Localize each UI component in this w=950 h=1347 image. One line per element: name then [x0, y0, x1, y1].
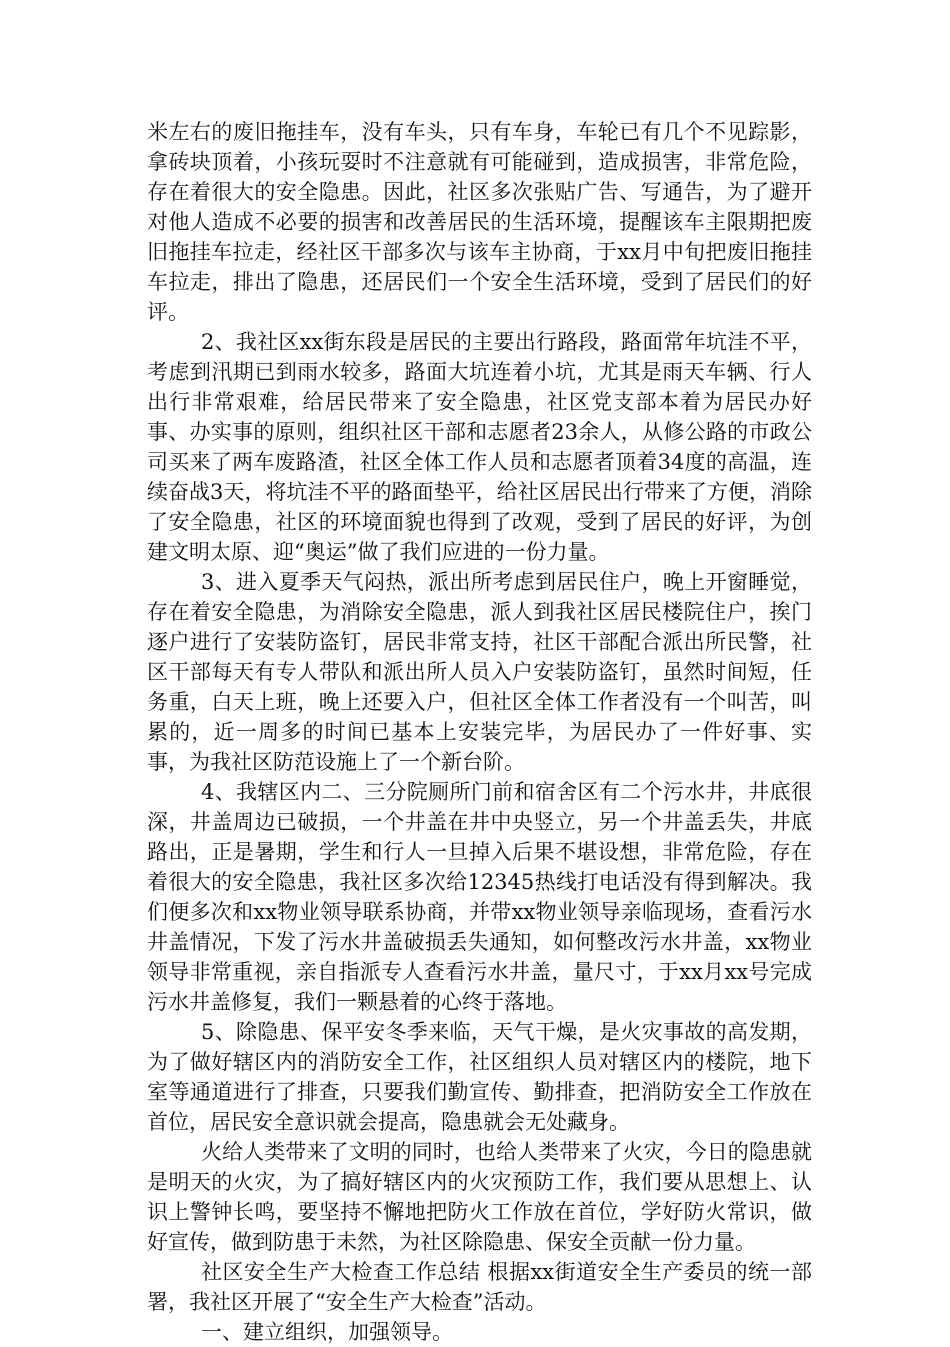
paragraph-road-repair: 2、我社区xx街东段是居民的主要出行路段，路面常年坑洼不平，考虑到汛期已到雨水较多，路面大坑连着小坑，尤其是雨天车辆、行人出行非常艰难，给居民带来了安全隐患，社区党支部本着为居民办好事、办实事的原则，组织社区干部和志愿者23余人，从修公路的市政公司买来了两车废路渣，社区全体工作人员和志愿者顶着34度的高温，连续奋战3天，将坑洼不平的路面垫平，给社区居民出行带来了方便，消除了安全隐患，社区的环境面貌也得到了改观，受到了居民的好评，为创建文明太原、迎“奥运”做了我们应进的一份力量。: [147, 330, 812, 564]
paragraph-winter-fire-safety: 5、除隐患、保平安冬季来临，天气干燥，是火灾事故的高发期，为了做好辖区内的消防安全工作，社区组织人员对辖区内的楼院，地下室等通道进行了排查，只要我们勤宣传、勤排查，把消防安全工作放在首位，居民安全意识就会提高，隐患就会无处藏身。: [147, 1020, 812, 1134]
paragraph-inspection-summary: 社区安全生产大检查工作总结 根据xx街道安全生产委员的统一部署，我社区开展了“安全生产大检查”活动。: [147, 1260, 812, 1314]
paragraph-anti-theft-nails: 3、进入夏季天气闷热，派出所考虑到居民住户，晚上开窗睡觉，存在着安全隐患，为消除安全隐患，派人到我社区居民楼院住户，挨门逐户进行了安装防盗钉，居民非常支持，社区干部配合派出所民警，社区干部每天有专人带队和派出所人员入户安装防盗钉，虽然时间短，任务重，白天上班，晚上还要入户，但社区全体工作者没有一个叫苦，叫累的，近一周多的时间已基本上安装完毕，为居民办了一件好事、实事，为我社区防范设施上了一个新台阶。: [147, 570, 812, 774]
paragraph-fire-prevention: 火给人类带来了文明的同时，也给人类带来了火灾，今日的隐患就是明天的火灾，为了搞好辖区内的火灾预防工作，我们要从思想上、认识上警钟长鸣，要坚持不懈地把防火工作放在首位，学好防火常识，做好宣传，做到防患于未然，为社区除隐患、保安全贡献一份力量。: [147, 1140, 812, 1254]
document-page: [147, 117, 812, 1347]
paragraph-section-heading: 一、建立组织，加强领导。: [201, 1320, 453, 1344]
paragraph-manhole-covers: 4、我辖区内二、三分院厕所门前和宿舍区有二个污水井，井底很深，井盖周边已破损，一个井盖在井中央竖立，另一个井盖丢失，井底路出，正是暑期，学生和行人一旦掉入后果不堪设想，非常危险，存在着很大的安全隐患，我社区多次给12345热线打电话没有得到解决。我们便多次和xx物业领导联系协商，并带xx物业领导亲临现场，查看污水井盖情况，下发了污水井盖破损丢失通知，如何整改污水井盖，xx物业领导非常重视，亲自指派专人查看污水井盖，量尺寸，于xx月xx号完成污水井盖修复，我们一颗悬着的心终于落地。: [147, 780, 812, 1014]
paragraph-trailer-removal: 米左右的废旧拖挂车，没有车头，只有车身，车轮已有几个不见踪影，拿砖块顶着，小孩玩耍时不注意就有可能碰到，造成损害，非常危险，存在着很大的安全隐患。因此，社区多次张贴广告、写通告，为了避开对他人造成不必要的损害和改善居民的生活环境，提醒该车主限期把废旧拖挂车拉走，经社区干部多次与该车主协商，于xx月中旬把废旧拖挂车拉走，排出了隐患，还居民们一个安全生活环境，受到了居民们的好评。: [147, 120, 812, 324]
